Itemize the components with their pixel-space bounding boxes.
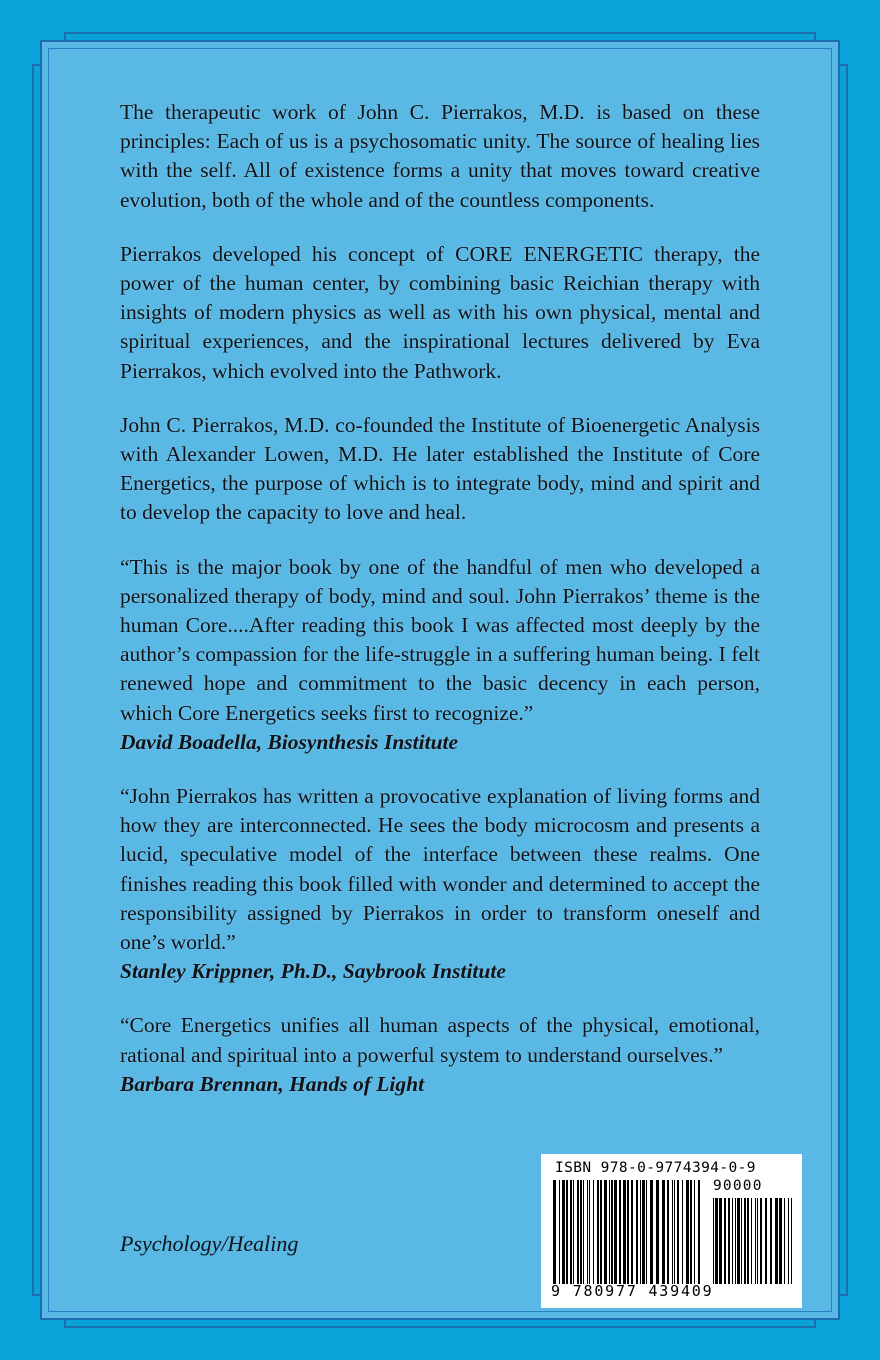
barcode-bar <box>593 1180 594 1284</box>
barcode-bar <box>770 1198 772 1284</box>
barcode-bar <box>580 1180 582 1284</box>
barcode-bar <box>755 1198 756 1284</box>
barcode-bar <box>627 1180 629 1284</box>
barcode-bar <box>784 1198 785 1284</box>
intro-paragraph-3: John C. Pierrakos, M.D. co-founded the Institute of Bioenergetic Analysis with Alexander Lowen, M.D. He later established the Institute of Core Energetics, the purpose of which is to integrate body, mind and spirit and to develop the capacity to love and heal. <box>120 412 760 525</box>
barcode-bar <box>662 1180 665 1284</box>
barcode-bar <box>677 1180 679 1284</box>
barcode-bar <box>597 1180 599 1284</box>
addon-barcode-bars <box>713 1198 793 1284</box>
barcode-bar <box>631 1180 633 1284</box>
endorsement-quote-2 <box>120 782 760 986</box>
barcode-bar <box>775 1198 778 1284</box>
intro-paragraph-1: The therapeutic work of John C. Pierrakos, M.D. is based on these principles: Each of us is a psychosomatic unity. The source of healing lies with the self. All of existence forms a unity that moves toward creative evolution, both of the whole and of the countless components. <box>120 100 760 212</box>
barcode-bar <box>719 1198 722 1284</box>
barcode-bar <box>682 1180 683 1284</box>
barcode-bar <box>728 1198 730 1284</box>
barcode-bar <box>698 1180 700 1284</box>
barcode-bar <box>573 1180 574 1284</box>
isbn-label: ISBN 978-0-9774394-0-9 <box>555 1160 756 1176</box>
barcode-bar <box>757 1198 758 1284</box>
barcode-bar <box>562 1180 565 1284</box>
quote-attribution: Stanley Krippner, Ph.D., Saybrook Institute <box>120 959 506 984</box>
isbn-barcode <box>541 1154 802 1308</box>
barcode-bar <box>642 1180 645 1284</box>
barcode-bar <box>791 1198 792 1284</box>
barcode-bar <box>741 1198 742 1284</box>
endorsement-quote-1 <box>120 553 760 757</box>
barcode-bar <box>587 1180 588 1284</box>
barcode-bar <box>619 1180 621 1284</box>
barcode-bar <box>713 1198 714 1284</box>
barcode-bar <box>732 1198 733 1284</box>
barcode-bar <box>604 1180 607 1284</box>
book-category: Psychology/Healing <box>120 1231 299 1256</box>
intro-paragraph-2: Pierrakos developed his concept of CORE ENERGETIC therapy, the power of the human center, by combining basic Reichian therapy with insights of modern physics as well as with his own physical, mental and spiritual experiences, and the inspirational lectures delivered by Eva Pierrakos, which evolved into the Pathwork. <box>120 241 760 383</box>
barcode-bar <box>751 1198 752 1284</box>
barcode-bar <box>747 1198 749 1284</box>
barcode-bar <box>609 1180 610 1284</box>
barcode-bar <box>623 1180 626 1284</box>
barcode-bar <box>672 1180 673 1284</box>
ean-barcode-bars <box>553 1180 703 1284</box>
barcode-bar <box>690 1180 692 1284</box>
quote-attribution: Barbara Brennan, Hands of Light <box>120 1071 425 1096</box>
barcode-bar <box>650 1180 653 1284</box>
barcode-bar <box>779 1198 782 1284</box>
quote-text: “Core Energetics unifies all human aspects of the physical, emotional, rational and spiritual into a powerful system to understand ourselves.” <box>120 1013 760 1067</box>
price-code: 90000 <box>713 1178 763 1194</box>
barcode-bar <box>646 1180 647 1284</box>
barcode-bar <box>724 1198 726 1284</box>
barcode-bar <box>577 1180 579 1284</box>
barcode-bar <box>553 1180 556 1284</box>
barcode-bar <box>788 1198 789 1284</box>
barcode-bar <box>566 1180 568 1284</box>
barcode-bar <box>715 1198 718 1284</box>
quote-attribution: David Boadella, Biosynthesis Institute <box>120 729 459 754</box>
back-cover-text <box>120 98 760 1124</box>
barcode-bar <box>589 1180 590 1284</box>
barcode-bar <box>570 1180 572 1284</box>
barcode-bar <box>737 1198 740 1284</box>
quote-text: “This is the major book by one of the handful of men who developed a personalized therapy of body, mind and soul. John Pierrakos’ theme is the human Core....After reading this book I was affected most deeply by the author’s compassion for the life-struggle in a suffering human being. I felt renewed hope and commitment to the basic decency in each person, which Core Energetics seeks first to recognize.” <box>120 554 760 725</box>
barcode-bar <box>611 1180 613 1284</box>
quote-text: “John Pierrakos has written a provocative explanation of living forms and how they are interconnected. He sees the body microcosm and presents a lucid, speculative model of the interface between these realms. One finishes reading this book filled with wonder and determined to accept the responsibility assigned by Pierrakos in order to transform oneself and one’s world.” <box>120 784 760 955</box>
endorsement-quote-3 <box>120 1011 760 1099</box>
barcode-bar <box>760 1198 762 1284</box>
barcode-bar <box>765 1198 767 1284</box>
barcode-bar <box>735 1198 736 1284</box>
barcode-bar <box>667 1180 669 1284</box>
barcode-bar <box>686 1180 689 1284</box>
barcode-bar <box>744 1198 746 1284</box>
ean-digits: 9 780977 439409 <box>551 1282 714 1300</box>
barcode-bar <box>656 1180 659 1284</box>
barcode-bar <box>614 1180 617 1284</box>
barcode-bar <box>694 1180 695 1284</box>
barcode-bar <box>636 1180 638 1284</box>
barcode-bar <box>674 1180 675 1284</box>
barcode-bar <box>640 1180 641 1284</box>
barcode-bar <box>600 1180 602 1284</box>
barcode-bar <box>559 1180 560 1284</box>
barcode-bar <box>583 1180 584 1284</box>
